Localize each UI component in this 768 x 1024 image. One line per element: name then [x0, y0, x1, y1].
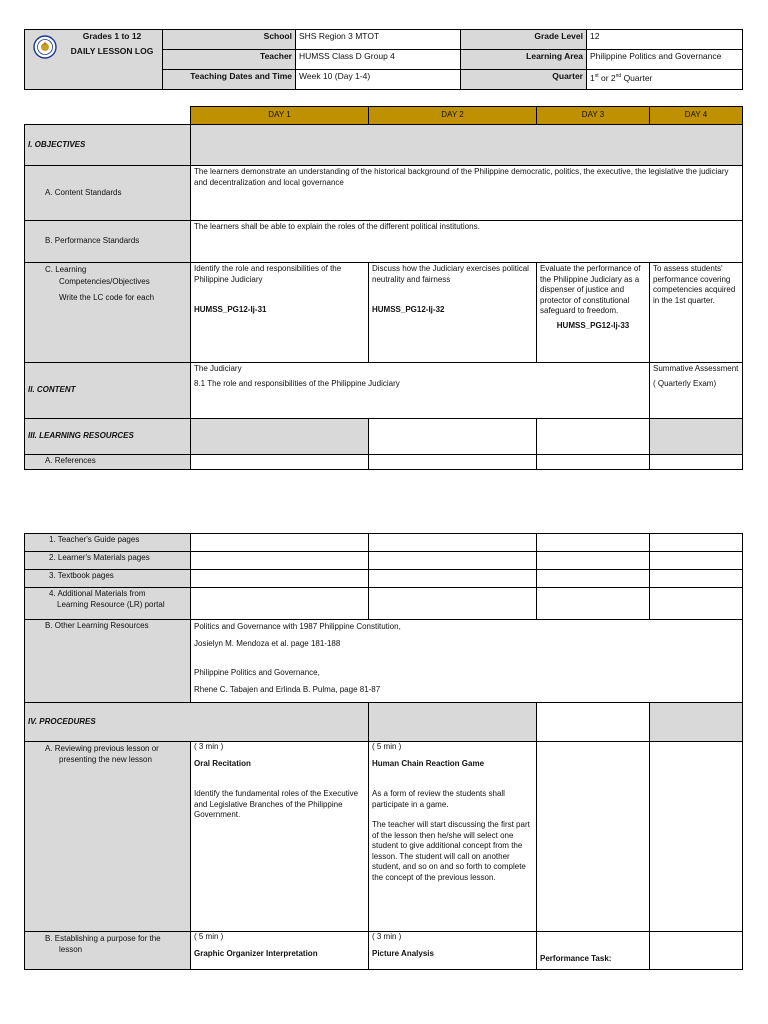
procedures-heading: IV. PROCEDURES [25, 703, 369, 742]
competencies-label: C. Learning Competencies/Objectives Write the LC code for each [25, 263, 191, 363]
quarter-value: 1st or 2nd Quarter [587, 70, 743, 90]
content-standards-text: The learners demonstrate an understanding of the historical background of the Philippine democratic, politics, the executive, the legislative the judiciary and decentralization and local governance [191, 166, 743, 221]
reviewing-day2: ( 5 min ) Human Chain Reaction Game As a form of review the students shall participate in a game. The teacher will start discussing the first part of the lesson then he/she will select one student to give additional concept from the lesson. The student will call on another student, and so on and so forth to complete the concept of the previous lesson. [369, 742, 537, 932]
deped-seal-icon [33, 35, 57, 59]
additional-materials-label: 4. Additional Materials from Learning Resource (LR) portal [25, 588, 191, 620]
competency-day3: Evaluate the performance of the Philippine Judiciary as a dispenser of justice and protector of constitutional safeguard to freedom. HUMSS_PG12-Ij-33 [537, 263, 650, 363]
purpose-day1: ( 5 min ) Graphic Organizer Interpretation [191, 932, 369, 970]
day-header-3: DAY 3 [537, 107, 650, 125]
dates-label: Teaching Dates and Time [163, 70, 296, 90]
content-standards-label: A. Content Standards [25, 166, 191, 221]
competency-day4: To assess students' performance covering competencies acquired in the 1st quarter. [650, 263, 743, 363]
other-resources-text: Politics and Governance with 1987 Philippine Constitution, Josielyn M. Mendoza et al. page 181-188 Philippine Politics and Governance, Rhene C. Tabajen and Erlinda B. Pulma, page 81-87 [191, 620, 743, 703]
dates-value: Week 10 (Day 1-4) [296, 70, 461, 90]
lesson-table-part-2 [24, 533, 743, 970]
learning-area-value: Philippine Politics and Governance [587, 50, 743, 70]
purpose-day3: Performance Task: [537, 932, 650, 970]
teachers-guide-label: 1. Teacher's Guide pages [25, 534, 191, 552]
teacher-label: Teacher [163, 50, 296, 70]
references-label: A. References [25, 455, 191, 470]
quarter-label: Quarter [461, 70, 587, 90]
performance-standards-text: The learners shall be able to explain the roles of the different political institutions. [191, 221, 743, 263]
competency-day1: Identify the role and responsibilities of the Philippine Judiciary HUMSS_PG12-Ij-31 [191, 263, 369, 363]
lc-code-day1: HUMSS_PG12-Ij-31 [194, 305, 267, 314]
objectives-heading: I. OBJECTIVES [25, 125, 191, 166]
establishing-purpose-label: B. Establishing a purpose for the lesson [25, 932, 191, 970]
reviewing-lesson-label: A. Reviewing previous lesson or presenting the new lesson [25, 742, 191, 932]
content-heading: II. CONTENT [25, 363, 191, 419]
learning-resources-heading: III. LEARNING RESOURCES [25, 419, 191, 455]
purpose-day2: ( 3 min ) Picture Analysis [369, 932, 537, 970]
learners-materials-label: 2. Learner's Materials pages [25, 552, 191, 570]
teacher-value: HUMSS Class D Group 4 [296, 50, 461, 70]
lc-code-day3: HUMSS_PG12-Ij-33 [556, 320, 630, 330]
content-day4: Summative Assessment ( Quarterly Exam) [650, 363, 743, 419]
grade-level-label: Grade Level [461, 30, 587, 50]
school-label: School [163, 30, 296, 50]
content-text: The Judiciary 8.1 The role and responsibilities of the Philippine Judiciary [191, 363, 650, 419]
competency-day2: Discuss how the Judiciary exercises political neutrality and fairness HUMSS_PG12-Ij-32 [369, 263, 537, 363]
blank-corner [25, 107, 191, 125]
learning-area-label: Learning Area [461, 50, 587, 70]
day-header-2: DAY 2 [369, 107, 537, 125]
textbook-label: 3. Textbook pages [25, 570, 191, 588]
performance-standards-label: B. Performance Standards [25, 221, 191, 263]
lesson-table-part-1 [24, 106, 743, 470]
day-header-1: DAY 1 [191, 107, 369, 125]
grade-level-value: 12 [587, 30, 743, 50]
lc-code-day2: HUMSS_PG12-Ij-32 [372, 305, 445, 314]
reviewing-day1: ( 3 min ) Oral Recitation Identify the fundamental roles of the Executive and Legislative Branches of the Philippine Government. [191, 742, 369, 932]
grades-label: Grades 1 to 12 [82, 31, 142, 41]
objectives-blank [191, 125, 743, 166]
school-value: SHS Region 3 MTOT [296, 30, 461, 50]
day-header-4: DAY 4 [650, 107, 743, 125]
doc-title: DAILY LESSON LOG [70, 46, 154, 56]
other-resources-label: B. Other Learning Resources [25, 620, 191, 703]
header-table [24, 29, 743, 90]
